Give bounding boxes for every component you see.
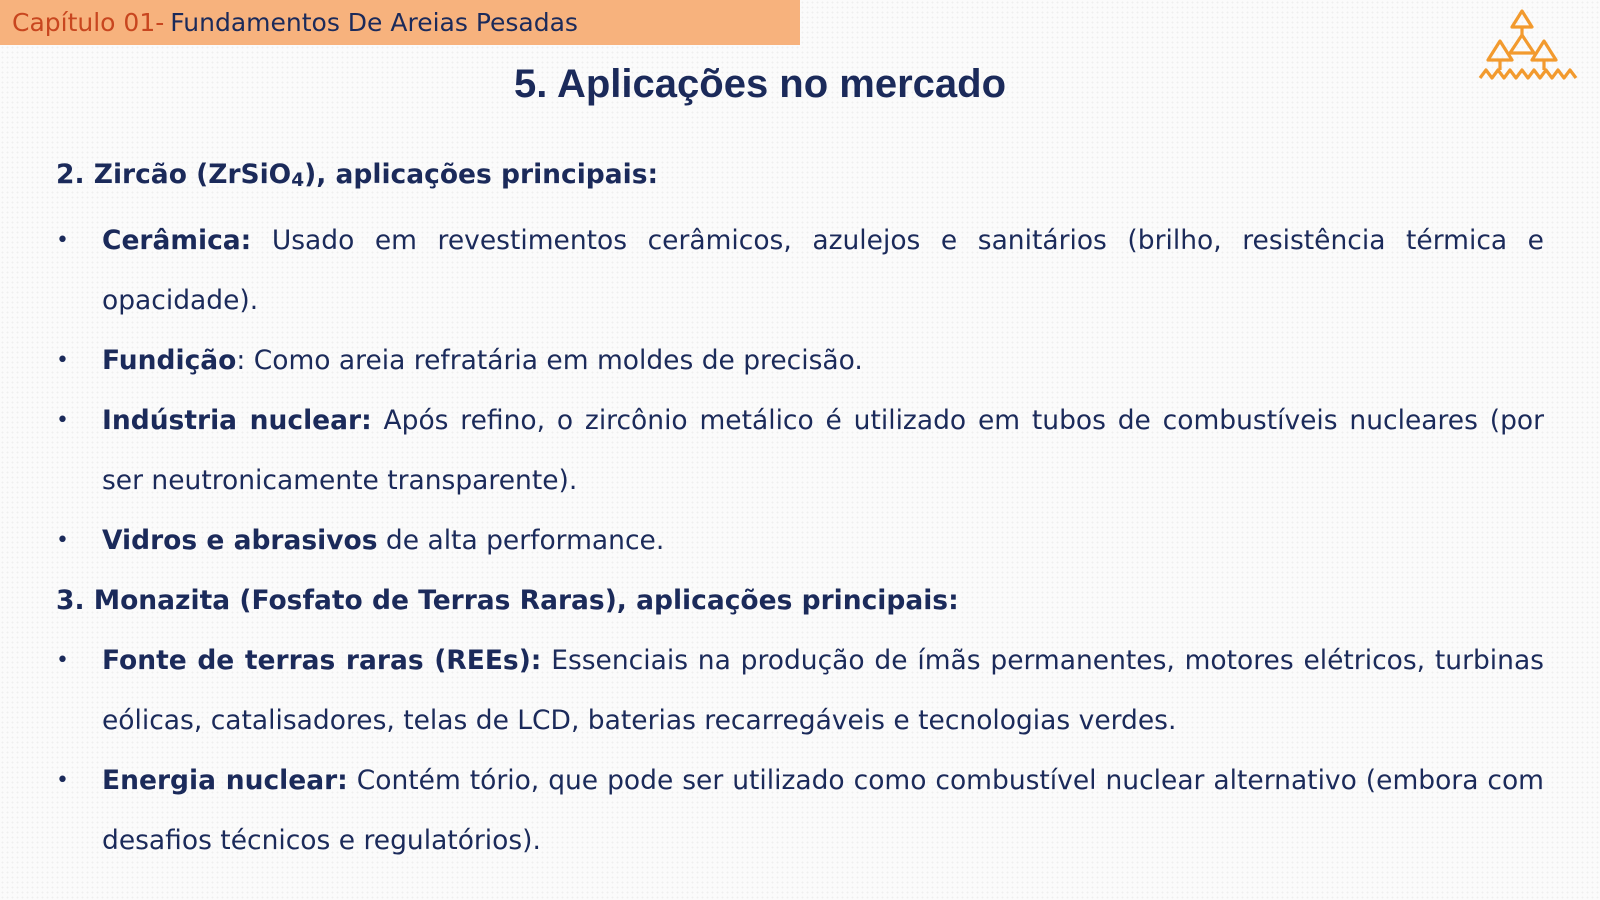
heading-text: ), aplicações principais: [304,159,659,190]
bullet-list-zircao [56,211,1544,571]
item-text: de alta performance. [377,524,665,556]
list-item [56,211,1544,331]
chapter-banner [0,0,800,45]
list-item [56,391,1544,511]
list-item [56,631,1544,751]
bullet-icon: • [56,767,69,793]
list-item [56,511,1544,571]
item-text: Após refino, o zircônio metálico é utilizado em tubos de combustíveis nucleares (por ser neutronicamente transparente). [102,404,1544,496]
item-term: Fundição [102,344,237,376]
item-term: Indústria nuclear: [102,404,372,436]
list-item [56,751,1544,871]
item-text: : Como areia refratária em moldes de precisão. [236,344,863,376]
item-text: Essenciais na produção de ímãs permanentes, motores elétricos, turbinas eólicas, catalisadores, telas de LCD, baterias recarregáveis e tecnologias verdes. [102,644,1544,736]
bullet-icon: • [56,407,69,433]
bullet-icon: • [56,647,69,673]
list-item [56,331,1544,391]
chapter-name: Fundamentos De Areias Pesadas [170,8,578,37]
bullet-icon: • [56,227,69,253]
subscript: 4 [291,169,305,191]
item-term: Cerâmica: [102,224,252,256]
item-text: Contém tório, que pode ser utilizado como combustível nuclear alternativo (embora com desafios técnicos e regulatórios). [102,764,1544,856]
section-heading-zircao [56,145,1544,211]
chapter-prefix: Capítulo 01- [12,8,165,37]
bullet-list-monazita [56,631,1544,871]
slide-content [56,145,1544,871]
slide-title: 5. Aplicações no mercado [513,62,1007,106]
item-text: Usado em revestimentos cerâmicos, azulejos e sanitários (brilho, resistência térmica e opacidade). [102,224,1544,316]
section-heading-monazita: 3. Monazita (Fosfato de Terras Raras), aplicações principais: [56,584,959,616]
item-term: Fonte de terras raras (REEs): [102,644,542,676]
bullet-icon: • [56,347,69,373]
item-term: Energia nuclear: [102,764,348,796]
item-term: Vidros e abrasivos [102,524,378,556]
heading-text: 2. Zircão (ZrSiO [56,159,292,190]
bullet-icon: • [56,527,69,553]
